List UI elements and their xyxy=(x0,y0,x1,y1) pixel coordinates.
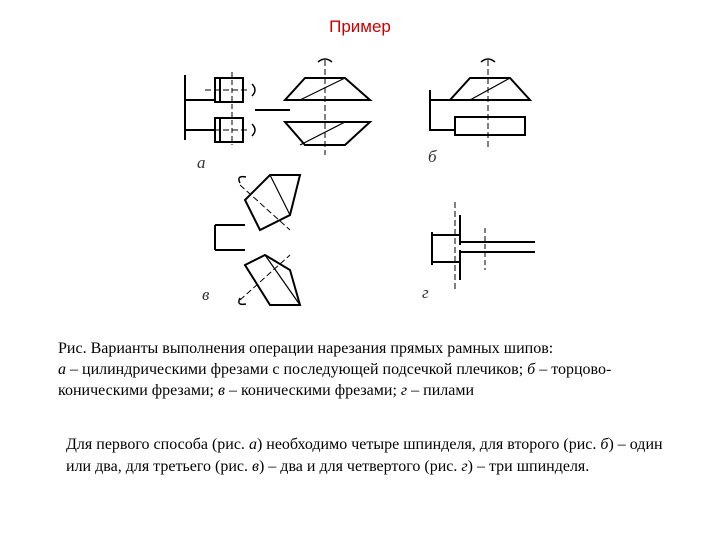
figure-caption xyxy=(58,338,668,401)
para-letter-2: б xyxy=(600,436,609,453)
para-text-3: ) – один или два, для третьего (рис. xyxy=(66,436,663,475)
para-text-5: ) – три шпинделя. xyxy=(467,458,590,475)
label-b: б xyxy=(428,147,437,166)
para-letter-1: а xyxy=(248,436,257,453)
para-letter-3: в xyxy=(252,458,259,475)
caption-v-letter: в xyxy=(217,382,225,399)
caption-b-text: – торцово-коническими фрезами; xyxy=(58,361,612,399)
label-v: в xyxy=(202,285,210,304)
caption-g-letter: г xyxy=(400,382,408,399)
figure-g xyxy=(422,202,535,302)
figure-a xyxy=(185,59,370,172)
caption-v-text: – коническими фрезами; xyxy=(224,382,401,399)
figure-v xyxy=(202,175,300,305)
label-g: г xyxy=(422,283,429,302)
para-text-2: ) необходимо четыре шпинделя, для второго (рис. xyxy=(256,436,601,453)
caption-b-letter: б xyxy=(527,361,536,378)
figure-b xyxy=(428,59,530,166)
caption-a-text: – цилиндрическими фрезами с последующей подсечкой плечиков; xyxy=(66,361,528,378)
label-a: а xyxy=(197,153,206,172)
para-text-4: ) – два и для четвертого (рис. xyxy=(258,458,462,475)
para-text-1: Для первого способа (рис. xyxy=(66,436,249,453)
caption-lead: Рис. Варианты выполнения операции нарезания прямых рамных шипов: xyxy=(58,340,554,357)
caption-g-text: – пилами xyxy=(407,382,475,399)
caption-a-letter: а xyxy=(58,361,66,378)
para-letter-4: г xyxy=(461,458,468,475)
explanation-paragraph xyxy=(66,434,686,478)
slide-title: Пример xyxy=(329,17,391,36)
